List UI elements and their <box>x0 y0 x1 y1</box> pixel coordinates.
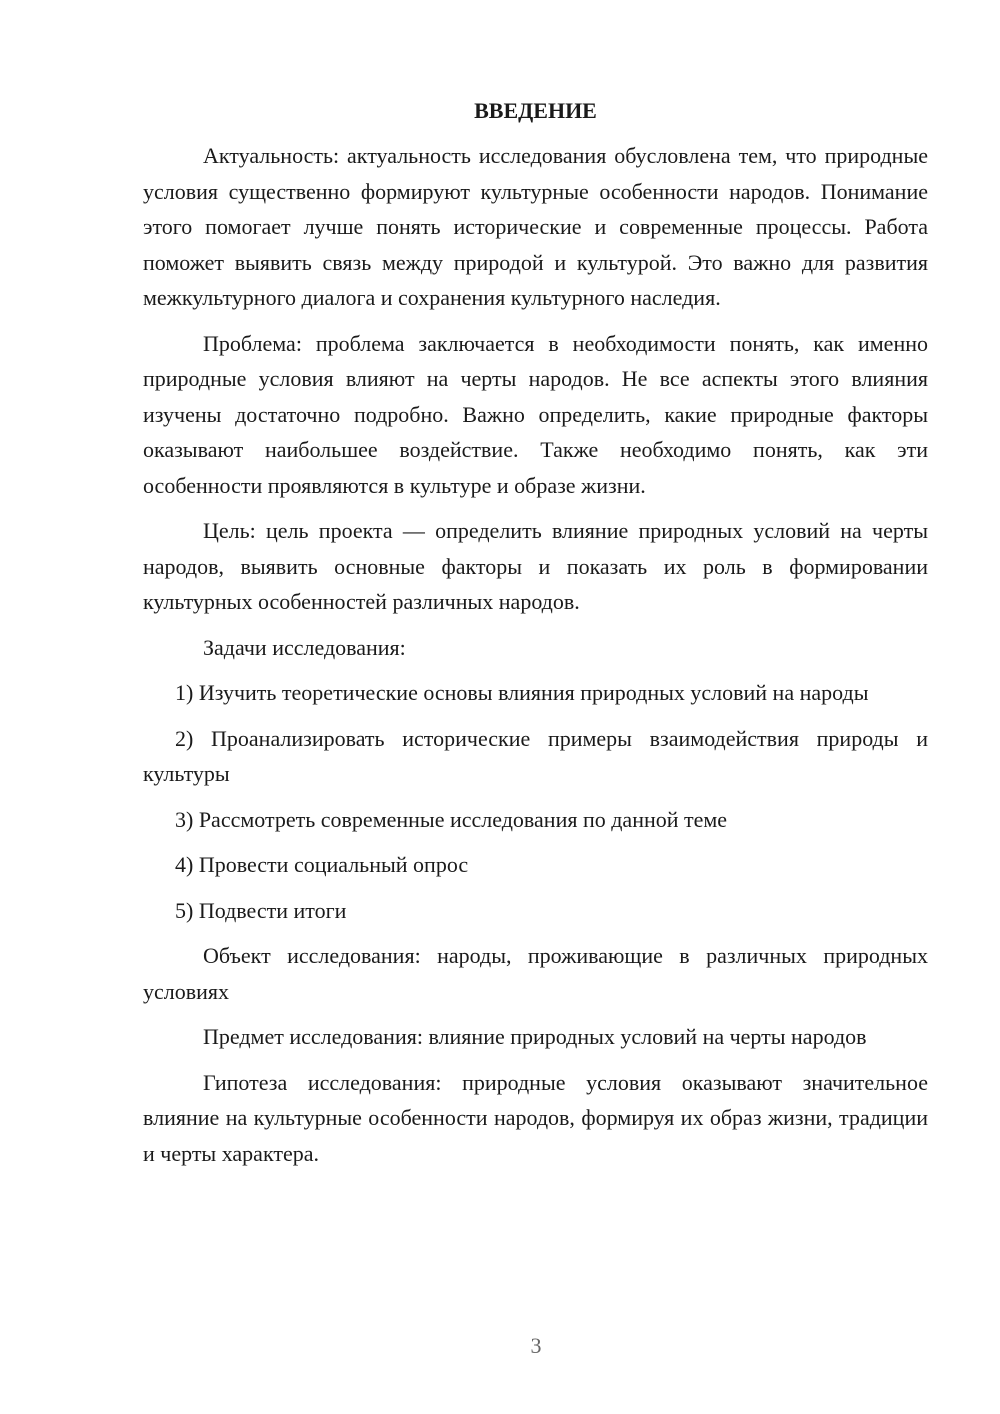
paragraph-relevance: Актуальность: актуальность исследования обусловлена тем, что природные условия существенно формируют культурные особенности народов. Понимание этого помогает лучше понять исторические и современные процессы. Работа поможет выявить связь между природой и культурой. Это важно для развития межкультурного диалога и сохранения культурного наследия. <box>143 143 928 310</box>
paragraph-hypothesis: Гипотеза исследования: природные условия оказывают значительное влияние на культурные особенности народов, формируя их образ жизни, традиции и черты характера. <box>143 1069 928 1166</box>
paragraph-tasks-heading: Задачи исследования: <box>203 634 406 660</box>
paragraph-object: Объект исследования: народы, проживающие в различных природных условиях <box>143 943 928 1004</box>
paragraph-subject: Предмет исследования: влияние природных условий на черты народов <box>203 1024 867 1049</box>
task-item-2: 2) Проанализировать исторические примеры взаимодействия природы и культуры <box>143 725 928 786</box>
task-item-4: 4) Провести социальный опрос <box>175 852 469 877</box>
task-item-1: 1) Изучить теоретические основы влияния природных условий на народы <box>175 680 869 705</box>
section-title: ВВЕДЕНИЕ <box>474 98 597 123</box>
page-content <box>143 93 928 1181</box>
page-number: 3 <box>530 1333 542 1358</box>
paragraph-goal: Цель: цель проекта — определить влияние природных условий на черты народов, выявить основные факторы и показать их роль в формировании культурных особенностей различных народов. <box>143 518 928 614</box>
task-item-5: 5) Подвести итоги <box>175 897 347 923</box>
task-item-3: 3) Рассмотреть современные исследования по данной теме <box>175 806 728 832</box>
paragraph-problem: Проблема: проблема заключается в необходимости понять, как именно природные условия влияют на черты народов. Не все аспекты этого влияния изучены достаточно подробно. Важно определить, какие природные факторы оказывают наибольшее воздействие. Также необходимо понять, как эти особенности проявляются в культуре и образе жизни. <box>143 330 928 498</box>
